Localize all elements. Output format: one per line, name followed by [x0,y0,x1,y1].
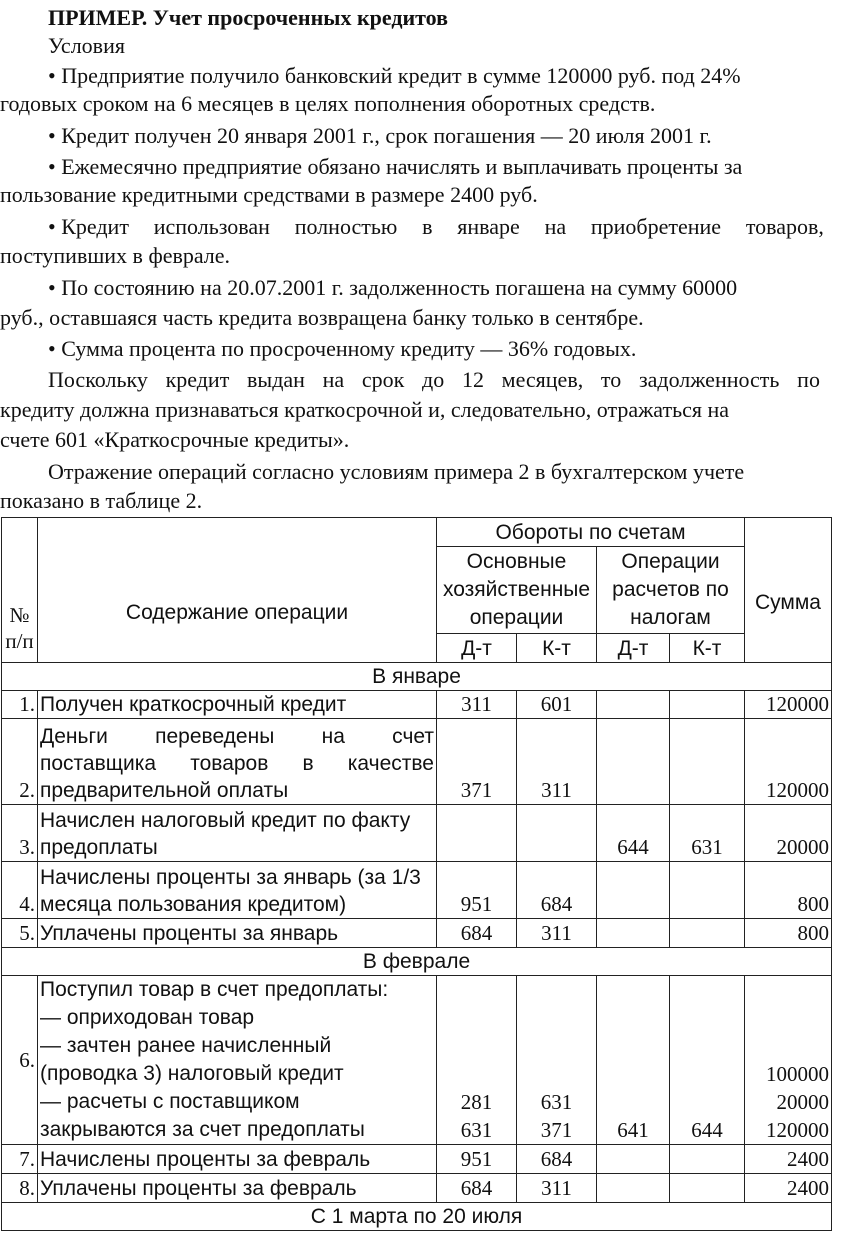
row-text-line: поставщика товаров в качестве [40,752,434,775]
row-text-line: предоплаты [40,836,158,859]
section-row [2,663,832,691]
header-turnover: Обороты по счетам [437,518,745,547]
header-group-line: Основные [466,550,567,573]
cell-debit: 644 [597,805,670,862]
word: Поскольку [48,367,148,392]
header-group-tax [597,547,745,634]
header-num-line: № [9,603,30,627]
row-text [38,719,437,805]
cell-debit: 951 [437,862,517,919]
row-text-line: предварительной оплаты [40,779,289,802]
header-credit: К-т [517,634,597,663]
page-title: ПРИМЕР. Учет просроченных кредитов [48,5,448,30]
word: январе [457,214,520,239]
table-row [2,1174,832,1203]
row-text-line: — зачтен ранее начисленный [40,1034,332,1057]
cell-sum: 2400 [745,1145,832,1174]
row-number: 1. [2,691,38,719]
cell-debit: 371 [437,719,517,805]
cell-debit: 684 [437,919,517,948]
section-row [2,1203,832,1231]
cell-credit [517,805,597,862]
row-text [38,976,437,1145]
cell-debit [437,805,517,862]
row-text-line: — расчеты с поставщиком [40,1090,300,1113]
word: по [797,367,820,392]
cell-debit [597,691,670,719]
paragraph-line: • Кредит получен 20 января 2001 г., срок погашения — 20 июля 2001 г. [48,123,712,148]
word: на [322,367,345,392]
header-group-line: налогам [630,606,711,629]
header-num-line: п/п [5,629,34,653]
cell-debit [597,1145,670,1174]
cell-credit: 601 [517,691,597,719]
paragraph-line-justified [48,213,824,241]
table-row [2,919,832,948]
table-row [2,805,832,862]
header-sum: Сумма [745,518,832,663]
cell-sum [745,976,832,1145]
word: на [544,214,567,239]
cell-credit [670,691,745,719]
word: до [422,367,445,392]
cell-debit [597,862,670,919]
cell-value: 281 [460,1090,493,1114]
word: использован [153,214,270,239]
cell-debit: 311 [437,691,517,719]
paragraph-line: Отражение операций согласно условиям примера 2 в бухгалтерском учете [48,459,745,484]
row-text-line: Поступил товар в счет предоплаты: [40,978,389,1001]
cell-sum: 120000 [745,719,832,805]
cell-debit [597,719,670,805]
section-title: В январе [2,663,832,691]
row-text-line: Деньги переведены на счет [40,725,434,748]
row-number: 6. [2,976,38,1145]
paragraph-line: счете 601 «Краткосрочные кредиты». [0,427,350,452]
table-row [2,691,832,719]
header-debit: Д-т [437,634,517,663]
row-text-line: (проводка 3) налоговый кредит [40,1062,344,1085]
cell-credit [670,1145,745,1174]
header-content: Содержание операции [38,518,437,663]
word: срок [361,367,405,392]
word: 12 [461,367,484,392]
paragraph-line: пользование кредитными средствами в размере 2400 руб. [0,182,538,207]
cell-credit: 631 [670,805,745,862]
operations-table [1,517,832,1231]
cell-debit [597,1174,670,1203]
row-number: 7. [2,1145,38,1174]
table-row [2,862,832,919]
header-group-line: операции [469,606,564,629]
word: полностью [294,214,398,239]
paragraph-line: • Ежемесячно предприятие обязано начислять и выплачивать проценты за [48,154,743,179]
paragraph-line: • По состоянию на 20.07.2001 г. задолженность погашена на сумму 60000 [48,275,738,300]
cell-value: 371 [540,1118,573,1142]
paragraph-line: • Предприятие получило банковский кредит в сумме 120000 руб. под 24% [48,63,741,88]
section-title: В феврале [2,948,832,976]
row-number: 2. [2,719,38,805]
cell-debit: 641 [597,976,670,1145]
header-group-line: расчетов по [612,578,729,601]
row-text [38,805,437,862]
row-number: 8. [2,1174,38,1203]
word: кредит [165,367,230,392]
paragraph-line: годовых сроком на 6 месяцев в целях пополнения оборотных средств. [0,91,656,116]
paragraph-line: руб., оставшаяся часть кредита возвращена банку только в сентябре. [0,305,644,330]
cell-credit: 311 [517,1174,597,1203]
cell-debit: 684 [437,1174,517,1203]
row-text-line: Начислены проценты за январь (за 1/3 [40,866,421,889]
word: товаров, [745,214,824,239]
table-row [2,719,832,805]
cell-credit: 311 [517,719,597,805]
word: задолженность [638,367,780,392]
cell-credit: 684 [517,862,597,919]
header-group-line: Операции [621,550,720,573]
paragraph-line: показано в таблице 2. [0,488,203,513]
row-text [38,862,437,919]
cell-credit [670,1174,745,1203]
header-debit: Д-т [597,634,670,663]
table-header-row [2,518,832,547]
cell-credit: 644 [670,976,745,1145]
paragraph-line-justified [48,366,820,394]
word: то [600,367,622,392]
word: • Кредит [48,214,129,239]
cell-value: 631 [540,1090,573,1114]
paragraph-line: кредиту должна признаваться краткосрочной и, следовательно, отражаться на [0,397,730,422]
cell-debit: 951 [437,1145,517,1174]
cell-credit [670,719,745,805]
cell-credit [670,862,745,919]
row-number: 4. [2,862,38,919]
cell-debit [597,919,670,948]
cell-value: 631 [460,1118,493,1142]
row-number: 3. [2,805,38,862]
cell-sum: 120000 [745,691,832,719]
cell-credit: 311 [517,919,597,948]
word: приобретение [590,214,722,239]
word: в [422,214,433,239]
cell-value: 20000 [776,1090,829,1114]
section-title: С 1 марта по 20 июля [2,1203,832,1231]
table-row [2,1145,832,1174]
row-text-line: месяца пользования кредитом) [40,893,347,916]
header-group-line: хозяйственные [442,578,591,601]
row-text: Уплачены проценты за февраль [38,1174,437,1203]
cell-credit [517,976,597,1145]
row-text-line: Начислен налоговый кредит по факту [40,809,411,832]
cell-sum: 20000 [745,805,832,862]
cell-credit: 684 [517,1145,597,1174]
table-row [2,976,832,1145]
cell-debit [437,976,517,1145]
section-row [2,948,832,976]
cell-value: 120000 [766,1118,829,1142]
cell-value: 100000 [766,1062,829,1086]
row-text: Начислены проценты за февраль [38,1145,437,1174]
header-num [2,518,38,663]
paragraph-line: • Сумма процента по просроченному кредиту — 36% годовых. [48,336,637,361]
cell-credit [670,919,745,948]
row-text-line: — оприходован товар [40,1006,255,1029]
section-subtitle: Условия [48,33,125,58]
cell-sum: 800 [745,862,832,919]
header-credit: К-т [670,634,745,663]
row-text-line: закрываются за счет предоплаты [40,1118,365,1141]
paragraph-line: поступивших в феврале. [0,243,231,268]
word: месяцев, [501,367,584,392]
header-group-main [437,547,597,634]
word: выдан [247,367,305,392]
cell-sum: 800 [745,919,832,948]
row-text: Уплачены проценты за январь [38,919,437,948]
row-text: Получен краткосрочный кредит [38,691,437,719]
row-number: 5. [2,919,38,948]
cell-sum: 2400 [745,1174,832,1203]
